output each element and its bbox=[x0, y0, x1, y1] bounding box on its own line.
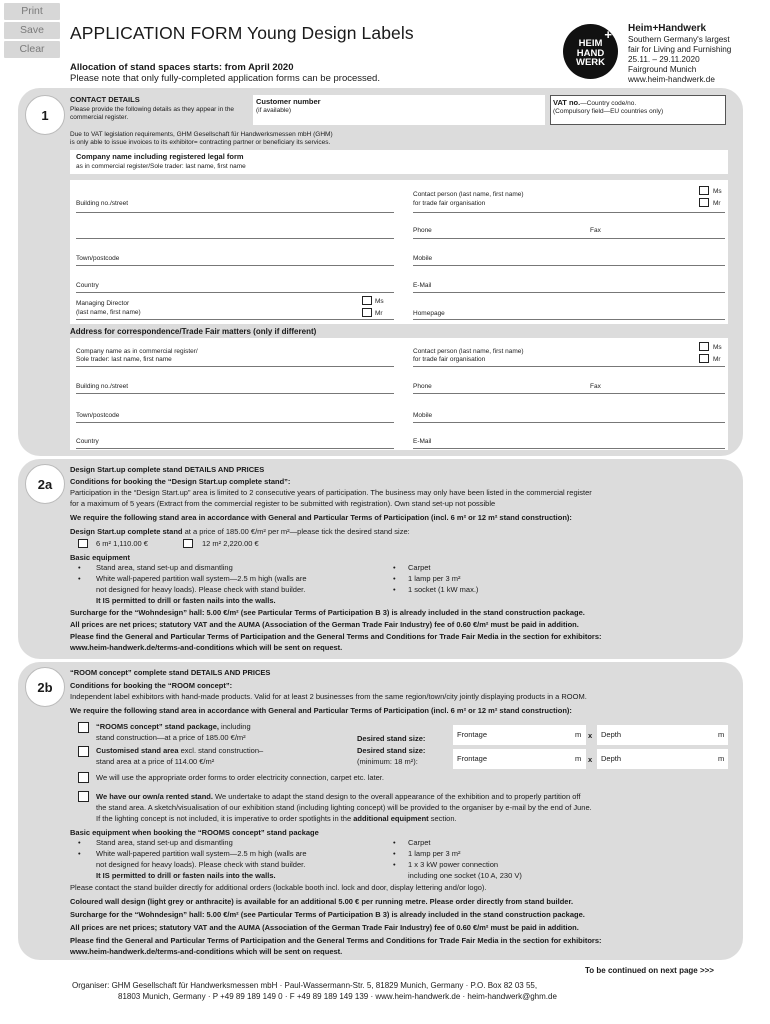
s2a-price-label: Design Start.up complete stand bbox=[70, 527, 183, 536]
heim-handwerk-logo: + HEIM HAND WERK bbox=[563, 24, 618, 79]
continued-note: To be continued on next page >>> bbox=[585, 966, 714, 975]
s2b-custom-area-suffix: excl. stand construction– bbox=[178, 746, 264, 755]
s2b-net: All prices are net prices; statutory VAT and the AUMA (Association of the German Trade Fair Industry) fee of 0.60 €/m² must be paid in addition. bbox=[70, 923, 579, 932]
s2b-frontage1-label: Frontage bbox=[457, 730, 488, 739]
homepage-input[interactable] bbox=[413, 319, 725, 320]
corr-mobile-input[interactable] bbox=[413, 422, 725, 423]
corr-contact-input[interactable] bbox=[413, 366, 725, 367]
contact-mr-label: Mr bbox=[713, 200, 721, 207]
mobile-input[interactable] bbox=[413, 265, 725, 266]
md-mr-label: Mr bbox=[375, 310, 383, 317]
s2a-equip-4: 1 lamp per 3 m² bbox=[408, 574, 461, 583]
s2a-equip-2b: not designed for heavy loads). Please check with stand builder. bbox=[96, 585, 306, 594]
s2b-x1: x bbox=[588, 731, 593, 740]
fair-venue: Fairground Munich bbox=[628, 65, 697, 74]
s2b-title: “ROOM concept” complete stand DETAILS AND PRICES bbox=[70, 668, 271, 677]
section-2a-badge: 2a bbox=[25, 464, 65, 504]
s2b-equip-3: Carpet bbox=[408, 838, 431, 847]
contact-ms-label: Ms bbox=[713, 188, 722, 195]
vat-note: (Compulsory field—EU countries only) bbox=[553, 108, 664, 115]
s2a-conditions-2: for a maximum of 5 years (Extract from the commercial register to be submitted with registration). Own stand set-up not possible bbox=[70, 499, 496, 508]
corr-company-sublabel: Sole trader: last name, first name bbox=[76, 356, 172, 363]
managing-director-label: Managing Director bbox=[76, 300, 130, 307]
tagline-1: Southern Germany's largest bbox=[628, 35, 730, 44]
country-input[interactable] bbox=[76, 292, 394, 293]
s2b-equip-1: Stand area, stand set-up and dismantling bbox=[96, 838, 233, 847]
vat-hint: —Country code/no. bbox=[580, 100, 637, 107]
s2b-depth1-unit: m bbox=[718, 730, 725, 739]
customer-number-note: (if available) bbox=[256, 107, 292, 114]
s2b-frontage2-unit: m bbox=[575, 754, 582, 763]
corr-ms-checkbox[interactable] bbox=[699, 342, 709, 351]
s2b-rooms-package-label: “ROOMS concept” stand package, bbox=[96, 722, 219, 731]
s2a-equipment-title: Basic equipment bbox=[70, 553, 131, 562]
s2b-own-stand-checkbox[interactable] bbox=[78, 791, 89, 802]
vat-legal-2: is only able to issue invoices to its exhibitor= contracting partner or beneficiary its services. bbox=[70, 139, 331, 146]
corr-company-label: Company name as in commercial register/ bbox=[76, 348, 198, 355]
corr-ms-label: Ms bbox=[713, 344, 722, 351]
s2a-terms-1: Please find the General and Particular Terms of Participation and the General Terms and Conditions for Trade Fair Media in the section for exhibitors: bbox=[70, 632, 602, 641]
homepage-label: Homepage bbox=[413, 310, 445, 317]
company-name-field[interactable] bbox=[70, 150, 728, 174]
s2a-equip-3: Carpet bbox=[408, 563, 431, 572]
email-input[interactable] bbox=[413, 292, 725, 293]
corr-email-input[interactable] bbox=[413, 448, 725, 449]
s2b-own-stand-text-3: If the lighting concept is not included, it is imperative to order spotlights in the bbox=[96, 814, 354, 823]
s2a-equip-5: 1 socket (1 kW max.) bbox=[408, 585, 479, 594]
company-name-note: as in commercial register/Sole trader: last name, first name bbox=[76, 163, 246, 170]
md-mr-checkbox[interactable] bbox=[362, 308, 372, 317]
managing-director-sublabel: (last name, first name) bbox=[76, 309, 141, 316]
contact-person-label: Contact person (last name, first name) bbox=[413, 191, 524, 198]
corr-building-input[interactable] bbox=[76, 393, 394, 394]
address-block bbox=[70, 180, 728, 324]
s2b-require: We require the following stand area in accordance with General and Particular Terms of Participation (incl. 6 m² or 12 m² stand construction): bbox=[70, 706, 572, 715]
section-2b-badge: 2b bbox=[25, 667, 65, 707]
tagline-2: fair for Living and Furnishing bbox=[628, 45, 732, 54]
s2a-require: We require the following stand area in accordance with General and Particular Terms of Participation (incl. 6 m² or 12 m² stand construction): bbox=[70, 513, 572, 522]
fax-label: Fax bbox=[590, 227, 601, 234]
corr-phone-input[interactable] bbox=[413, 393, 725, 394]
mobile-label: Mobile bbox=[413, 255, 433, 262]
building-label: Building no./street bbox=[76, 200, 129, 207]
contact-person-input[interactable] bbox=[413, 212, 725, 213]
s2b-order-later-checkbox[interactable] bbox=[78, 772, 89, 783]
s2b-equip-5: 1 x 3 kW power connection bbox=[408, 860, 499, 869]
s2b-custom-area-checkbox[interactable] bbox=[78, 746, 89, 757]
corr-mobile-label: Mobile bbox=[413, 412, 433, 419]
s2b-size1-label: Desired stand size: bbox=[357, 734, 426, 743]
s2b-x2: x bbox=[588, 755, 593, 764]
managing-director-input[interactable] bbox=[76, 319, 394, 320]
s2b-rooms-package-checkbox[interactable] bbox=[78, 722, 89, 733]
s2b-depth2-label: Depth bbox=[601, 754, 622, 763]
vat-legal-1: Due to VAT legislation requirements, GHM Gesellschaft für Handwerksmessen mbH (GHM) bbox=[70, 131, 333, 138]
company-name-label: Company name including registered legal form bbox=[76, 152, 244, 161]
corr-phone-label: Phone bbox=[413, 383, 432, 390]
completion-note: Please note that only fully-completed application forms can be processed. bbox=[70, 73, 380, 84]
contact-details-note: Please provide the following details as they appear in the commercial register. bbox=[70, 106, 235, 121]
s2b-depth1-label: Depth bbox=[601, 730, 622, 739]
s2a-12m-label: 12 m² 2,220.00 € bbox=[202, 539, 259, 548]
s2b-equipment-title: Basic equipment when booking the “ROOMS concept” stand package bbox=[70, 828, 319, 837]
s2b-rooms-package-price: stand construction—at a price of 185.00 €/m² bbox=[96, 733, 246, 742]
country-label: Country bbox=[76, 282, 99, 289]
page-title: APPLICATION FORM Young Design Labels bbox=[70, 23, 414, 43]
fair-url: www.heim-handwerk.de bbox=[628, 75, 715, 84]
fair-dates: 25.11. – 29.11.2020 bbox=[628, 55, 700, 64]
corr-contact-sublabel: for trade fair organisation bbox=[413, 356, 486, 363]
s2b-own-stand-label: We have our own/a rented stand. bbox=[96, 792, 213, 801]
vat-label: VAT no. bbox=[553, 98, 581, 107]
md-ms-label: Ms bbox=[375, 298, 384, 305]
s2b-terms-1: Please find the General and Particular Terms of Participation and the General Terms and Conditions for Trade Fair Media in the section for exhibitors: bbox=[70, 936, 602, 945]
corr-town-input[interactable] bbox=[76, 422, 394, 423]
brand-name: Heim+Handwerk bbox=[628, 23, 707, 34]
s2b-order-later-label: We will use the appropriate order forms to order electricity connection, carpet etc. later. bbox=[96, 773, 384, 782]
s2a-title: Design Start.up complete stand DETAILS AND PRICES bbox=[70, 465, 265, 474]
s2b-contact: Please contact the stand builder directly for additional orders (lockable booth incl. lock and door, display lettering and/or logo). bbox=[70, 883, 487, 892]
s2b-equip-5b: including one socket (10 A, 230 V) bbox=[408, 871, 522, 880]
s2a-surcharge: Surcharge for the “Wohndesign” hall: 5.00 €/m² (see Particular Terms of Participation B 3) is already included in the stand construction package. bbox=[70, 608, 585, 617]
s2a-equip-1: Stand area, stand set-up and dismantling bbox=[96, 563, 233, 572]
corr-contact-label: Contact person (last name, first name) bbox=[413, 348, 524, 355]
s2b-size2-min: (minimum: 18 m²): bbox=[357, 757, 418, 766]
customer-number-field[interactable] bbox=[253, 95, 545, 125]
s2b-equip-2a: White wall-papered partition wall system—2.5 m high (walls are bbox=[96, 849, 307, 858]
s2b-rooms-package-suffix: including bbox=[218, 722, 251, 731]
s2a-12m-checkbox[interactable] bbox=[183, 539, 193, 548]
contact-person-sublabel: for trade fair organisation bbox=[413, 200, 486, 207]
town-input[interactable] bbox=[76, 265, 394, 266]
customer-number-label: Customer number bbox=[256, 97, 321, 106]
contact-ms-checkbox[interactable] bbox=[699, 186, 709, 195]
s2a-net: All prices are net prices; statutory VAT and the AUMA (Association of the German Trade Fair Industry) fee of 0.60 €/m² must be paid in addition. bbox=[70, 620, 579, 629]
s2a-6m-label: 6 m² 1,110.00 € bbox=[96, 539, 148, 548]
allocation-note: Allocation of stand spaces starts: from April 2020 bbox=[70, 62, 294, 73]
corr-mr-checkbox[interactable] bbox=[699, 354, 709, 363]
contact-mr-checkbox[interactable] bbox=[699, 198, 709, 207]
corr-town-label: Town/postcode bbox=[76, 412, 120, 419]
corr-country-label: Country bbox=[76, 438, 99, 445]
s2b-additional-equipment: additional equipment bbox=[353, 814, 429, 823]
corr-email-label: E-Mail bbox=[413, 438, 432, 445]
s2b-depth2-unit: m bbox=[718, 754, 725, 763]
corr-mr-label: Mr bbox=[713, 356, 721, 363]
s2b-own-stand-text-4: section. bbox=[428, 814, 457, 823]
s2b-equip-2b: not designed for heavy loads). Please check with stand builder. bbox=[96, 860, 306, 869]
s2b-conditions-1: Independent label exhibitors with hand-made products. Valid for at least 2 businesses from the same region/town/city jointly displaying products in a ROOM. bbox=[70, 692, 587, 701]
s2b-frontage1-unit: m bbox=[575, 730, 582, 739]
correspondence-address-block bbox=[70, 338, 728, 450]
s2b-coloured: Coloured wall design (light grey or anthracite) is available for an additional 5.00 € per running metre. Please order directly from stand builder. bbox=[70, 897, 574, 906]
vat-number-field[interactable] bbox=[550, 95, 726, 125]
s2b-custom-area-label: Customised stand area bbox=[96, 746, 179, 755]
s2a-6m-checkbox[interactable] bbox=[78, 539, 88, 548]
print-button[interactable]: Print bbox=[4, 3, 60, 20]
s2a-equip-2c: It IS permitted to drill or fasten nails into the walls. bbox=[96, 596, 276, 605]
town-label: Town/postcode bbox=[76, 255, 120, 262]
s2b-custom-area-price: stand area at a price of 114.00 €/m² bbox=[96, 757, 215, 766]
contact-details-title: CONTACT DETAILS bbox=[70, 95, 140, 104]
s2a-terms-2: www.heim-handwerk.de/terms-and-conditions which will be sent on request. bbox=[70, 643, 343, 652]
organiser-line-2: 81803 Munich, Germany · P +49 89 189 149 0 · F +49 89 189 149 139 · www.heim-handwerk.de · heim-handwerk@ghm.de bbox=[118, 992, 557, 1001]
corr-fax-label: Fax bbox=[590, 383, 601, 390]
corr-company-input[interactable] bbox=[76, 366, 394, 367]
s2a-conditions-title: Conditions for booking the “Design Start.up complete stand”: bbox=[70, 477, 291, 486]
s2b-equip-2c: It IS permitted to drill or fasten nails into the walls. bbox=[96, 871, 276, 880]
corr-country-input[interactable] bbox=[76, 448, 394, 449]
building-input-2[interactable] bbox=[76, 238, 394, 239]
organiser-line-1: Organiser: GHM Gesellschaft für Handwerksmessen mbH · Paul-Wassermann-Str. 5, 81829 Munich, Germany · P.O. Box 82 03 55, bbox=[72, 981, 538, 990]
correspondence-title: Address for correspondence/Trade Fair matters (only if different) bbox=[70, 327, 317, 336]
s2b-own-stand-text-2: the stand area. A sketch/visualisation of our exhibition stand (including lighting concept) will be provided to the organiser by e-mail by the end of June. bbox=[96, 803, 592, 812]
s2b-surcharge: Surcharge for the “Wohndesign” hall: 5.00 €/m² (see Particular Terms of Participation B 3) is already included in the stand construction package. bbox=[70, 910, 585, 919]
s2a-equip-2a: White wall-papered partition wall system—2.5 m high (walls are bbox=[96, 574, 307, 583]
s2b-equip-4: 1 lamp per 3 m² bbox=[408, 849, 461, 858]
s2a-price-text: at a price of 185.00 €/m² per m²—please tick the desired stand size: bbox=[182, 527, 410, 536]
phone-label: Phone bbox=[413, 227, 432, 234]
s2b-terms-2: www.heim-handwerk.de/terms-and-conditions which will be sent on request. bbox=[70, 947, 343, 956]
save-button[interactable]: Save bbox=[4, 22, 60, 39]
s2a-conditions-1: Participation in the “Design Start.up” area is limited to 2 consecutive years of participation. The business may only have been listed in the commercial register bbox=[70, 488, 592, 497]
email-label: E-Mail bbox=[413, 282, 432, 289]
corr-building-label: Building no./street bbox=[76, 383, 129, 390]
s2b-conditions-title: Conditions for booking the “ROOM concept”: bbox=[70, 681, 233, 690]
md-ms-checkbox[interactable] bbox=[362, 296, 372, 305]
s2b-size2-label: Desired stand size: bbox=[357, 746, 426, 755]
clear-button[interactable]: Clear bbox=[4, 41, 60, 58]
s2b-own-stand-text: We undertake to adapt the stand design to the overall appearance of the exhibition and to properly partition off bbox=[212, 792, 581, 801]
phone-fax-input[interactable] bbox=[413, 238, 725, 239]
section-1-badge: 1 bbox=[25, 95, 65, 135]
building-input[interactable] bbox=[76, 212, 394, 213]
s2b-frontage2-label: Frontage bbox=[457, 754, 488, 763]
